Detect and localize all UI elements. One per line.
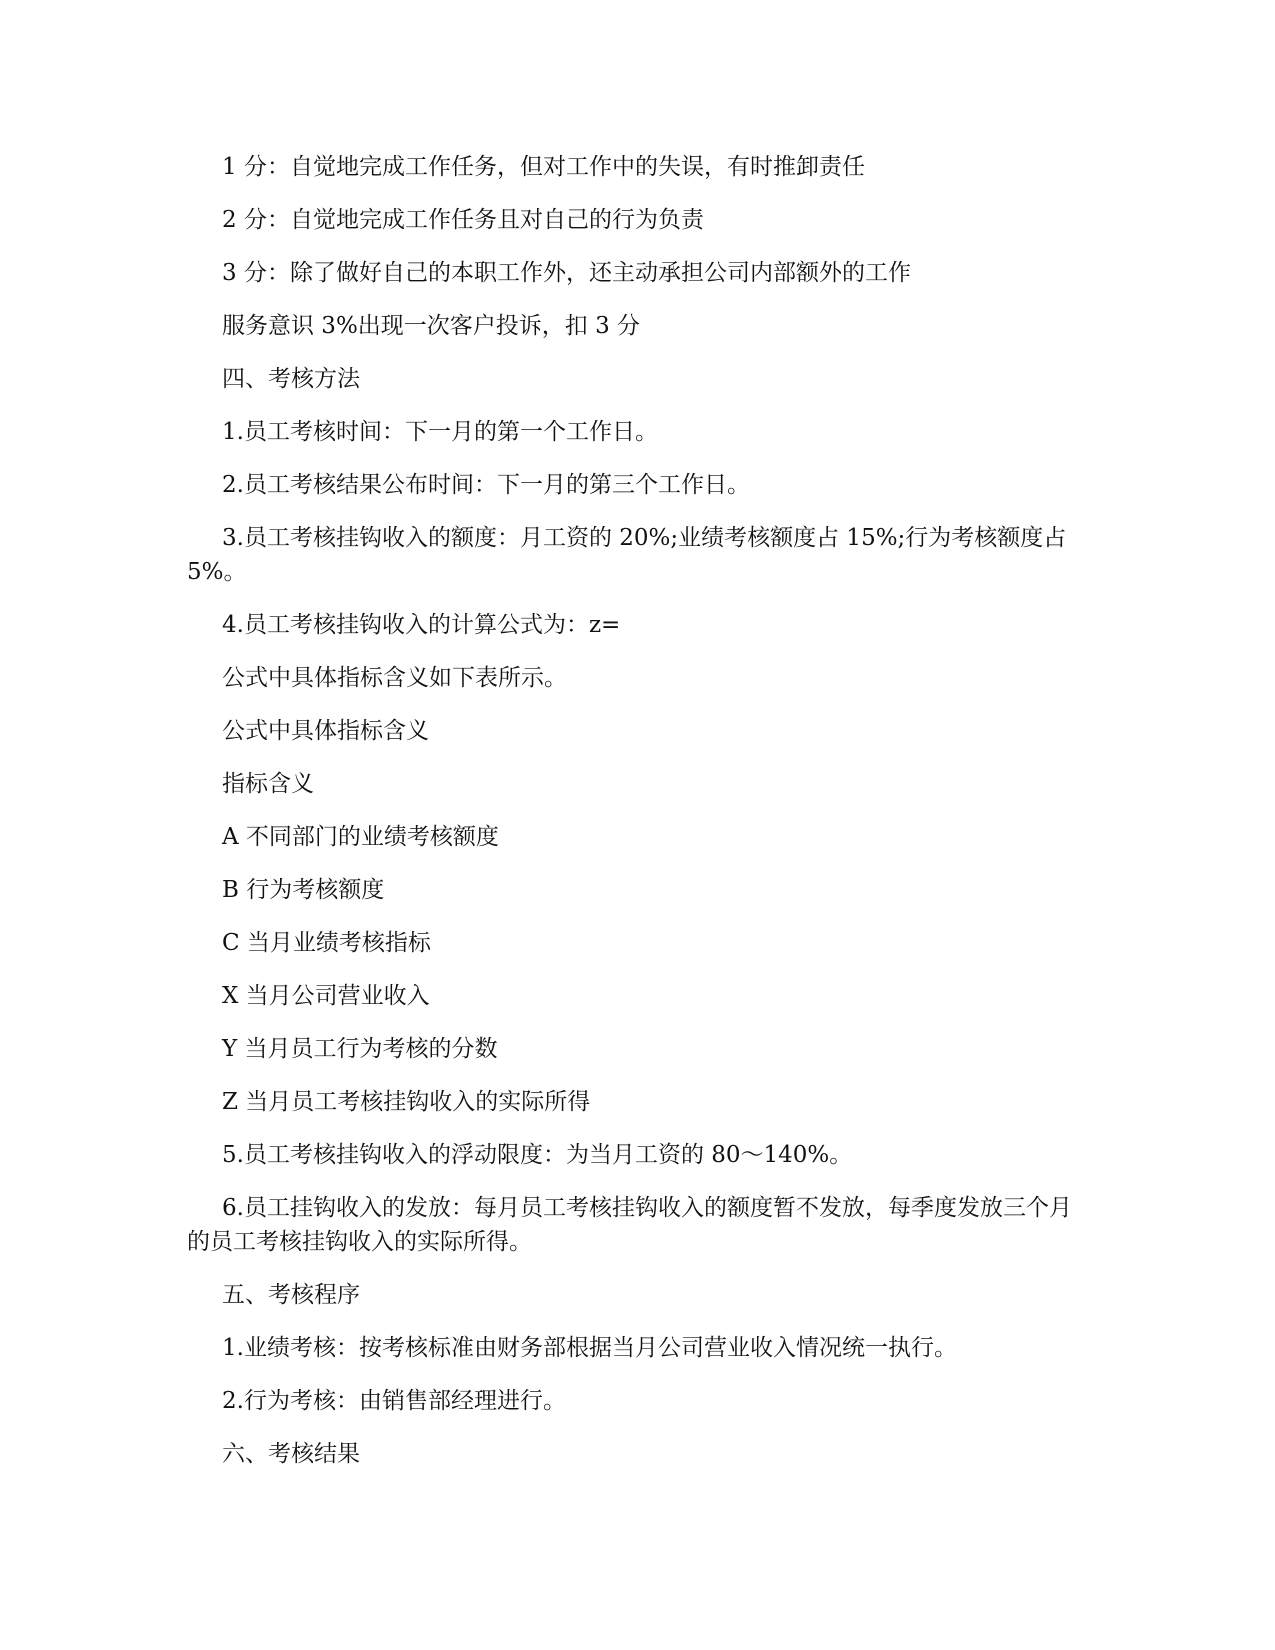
paragraph-method-3: 3.员工考核挂钩收入的额度：月工资的 20%;业绩考核额度占 15%;行为考核额度占 5%。	[187, 525, 1067, 585]
paragraph-indicator-b: B 行为考核额度	[222, 877, 385, 903]
paragraph-procedure-1: 1.业绩考核：按考核标准由财务部根据当月公司营业收入情况统一执行。	[222, 1335, 957, 1361]
section-heading-assessment-method: 四、考核方法	[222, 366, 360, 392]
paragraph-method-2: 2.员工考核结果公布时间：下一月的第三个工作日。	[222, 472, 750, 498]
paragraph-score-1: 1 分：自觉地完成工作任务，但对工作中的失误，有时推卸责任	[222, 154, 865, 180]
paragraph-method-4: 4.员工考核挂钩收入的计算公式为：z=	[222, 612, 621, 638]
paragraph-service-awareness: 服务意识 3%出现一次客户投诉，扣 3 分	[222, 313, 641, 339]
paragraph-indicator-x: X 当月公司营业收入	[222, 983, 430, 1009]
paragraph-indicator-y: Y 当月员工行为考核的分数	[222, 1036, 498, 1062]
paragraph-score-3: 3 分：除了做好自己的本职工作外，还主动承担公司内部额外的工作	[222, 260, 911, 286]
paragraph-formula-note: 公式中具体指标含义如下表所示。	[222, 665, 567, 691]
paragraph-method-5: 5.员工考核挂钩收入的浮动限度：为当月工资的 80～140%。	[222, 1142, 853, 1168]
paragraph-method-1: 1.员工考核时间：下一月的第一个工作日。	[222, 419, 658, 445]
section-heading-assessment-procedure: 五、考核程序	[222, 1282, 360, 1308]
paragraph-indicator-a: A 不同部门的业绩考核额度	[222, 824, 499, 850]
paragraph-method-6: 6.员工挂钩收入的发放：每月员工考核挂钩收入的额度暂不发放，每季度发放三个月的员工考核挂钩收入的实际所得。	[187, 1195, 1072, 1255]
paragraph-indicator-z: Z 当月员工考核挂钩收入的实际所得	[222, 1089, 591, 1115]
paragraph-indicator-c: C 当月业绩考核指标	[222, 930, 431, 956]
section-heading-assessment-result: 六、考核结果	[222, 1441, 360, 1467]
paragraph-procedure-2: 2.行为考核：由销售部经理进行。	[222, 1388, 566, 1414]
document-body	[187, 150, 1087, 1490]
paragraph-score-2: 2 分：自觉地完成工作任务且对自己的行为负责	[222, 207, 704, 233]
paragraph-table-title: 公式中具体指标含义	[222, 718, 429, 744]
paragraph-table-header: 指标含义	[222, 771, 314, 797]
